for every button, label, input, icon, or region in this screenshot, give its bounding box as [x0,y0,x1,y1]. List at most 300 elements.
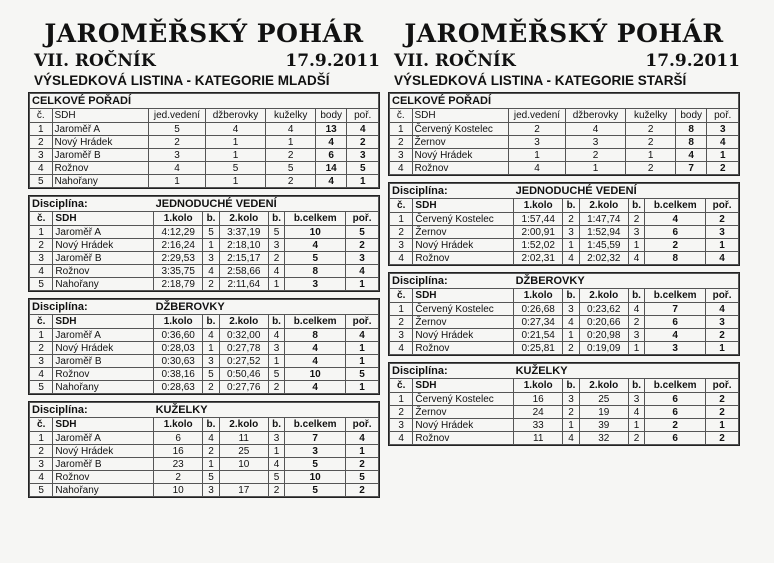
table-cell: 3 [285,278,346,291]
table-cell: 1 [30,432,53,445]
table-cell: 2 [30,136,53,149]
table-cell: 1:52,94 [579,226,628,239]
table-cell: 5 [268,368,284,381]
discipline-name: DŽBEROVKY [154,300,379,315]
table-cell: 10 [285,471,346,484]
overall-results-table [389,93,739,175]
column-header: b.celkem [645,289,706,303]
table-cell: 0:38,16 [154,368,203,381]
table-cell: 4 [203,265,219,278]
table-cell: Žernov [413,226,514,239]
table-cell: 3 [346,252,379,265]
table-cell: Červený Kostelec [412,123,509,136]
discipline-table [29,196,379,291]
table-cell: 4 [390,342,413,355]
discipline-header-row [30,403,379,418]
table-row [390,162,739,175]
column-header: 1.kolo [514,289,563,303]
table-cell: 4 [30,368,53,381]
table-row [390,136,739,149]
table-cell: 4 [346,265,379,278]
table-cell: Červený Kostelec [413,393,514,406]
table-cell: 1 [30,329,53,342]
column-header: 2.kolo [219,315,268,329]
table-cell: 24 [514,406,563,419]
table-cell: Rožnov [413,252,514,265]
discipline-block [28,195,380,292]
table-cell: 1 [628,239,644,252]
table-cell: 13 [315,123,347,136]
table-cell: 2 [645,419,706,432]
table-cell: 2 [645,239,706,252]
table-cell: 1 [203,239,219,252]
table-cell: 4 [268,265,284,278]
table-cell: 2 [203,445,219,458]
column-header: b.celkem [285,212,346,226]
overall-results-block [388,92,740,176]
table-cell: Jaroměř B [53,458,154,471]
table-cell: 3:37,19 [219,226,268,239]
table-cell: 1 [563,329,579,342]
panel-mladsi [28,18,380,498]
table-cell: 4 [30,162,53,175]
table-cell: 5 [30,484,53,497]
table-cell: 1 [390,123,413,136]
table-cell: 1 [390,393,413,406]
column-header: SDH [412,109,509,123]
table-cell: 1 [205,149,266,162]
table-cell: 4 [149,162,205,175]
table-row [30,265,379,278]
discipline-table [29,402,379,497]
column-header: b. [203,315,219,329]
table-cell: 4 [707,136,739,149]
column-header: č. [390,289,413,303]
table-cell: 1 [390,213,413,226]
table-row [30,175,379,188]
column-header-row [390,379,739,393]
table-cell: 4 [346,432,379,445]
table-cell: 8 [285,265,346,278]
table-cell: 5 [30,278,53,291]
discipline-table [389,273,739,355]
table-cell: 1 [706,239,739,252]
column-header: jed.vedení [509,109,565,123]
table-cell: 2 [390,316,413,329]
table-cell: 4 [205,123,266,136]
table-cell: 1 [268,355,284,368]
table-cell: 1 [706,419,739,432]
table-cell: 10 [154,484,203,497]
table-cell: 5 [346,471,379,484]
column-header-row [390,199,739,213]
table-cell: 4 [628,406,644,419]
table-cell: Jaroměř A [53,226,154,239]
table-row [390,226,739,239]
table-cell: 4 [390,432,413,445]
discipline-name: KUŽELKY [154,403,379,418]
table-cell: 8 [285,329,346,342]
table-cell: 3 [706,226,739,239]
table-cell: 0:28,03 [154,342,203,355]
discipline-block [388,362,740,446]
column-header: č. [30,212,53,226]
table-cell: 2 [628,213,644,226]
table-cell: 2:02,32 [579,252,628,265]
table-cell: 1 [266,136,316,149]
column-header: poř. [707,109,739,123]
table-cell: 7 [675,162,707,175]
table-cell: Nový Hrádek [52,136,149,149]
table-cell: 3 [563,393,579,406]
table-cell: 3 [30,252,53,265]
page-title: JAROMĚŘSKÝ POHÁR [404,19,724,48]
table-cell: Nahořany [53,278,154,291]
table-cell: Jaroměř B [52,149,149,162]
table-cell: 4 [203,329,219,342]
table-cell: 0:25,81 [514,342,563,355]
column-header: body [675,109,707,123]
table-cell: Nový Hrádek [53,239,154,252]
discipline-name: KUŽELKY [514,364,739,379]
table-cell: 4 [268,329,284,342]
table-cell: 3 [563,226,579,239]
table-cell: 2 [706,393,739,406]
table-row [30,278,379,291]
column-header: č. [390,379,413,393]
discipline-table [389,363,739,445]
table-cell: 5 [346,226,379,239]
table-cell: Jaroměř A [53,432,154,445]
table-cell: 5 [203,471,219,484]
discipline-block [388,182,740,266]
table-cell: 10 [219,458,268,471]
table-cell: 2 [266,175,316,188]
table-row [390,123,739,136]
table-cell: 3 [628,329,644,342]
table-cell: 1 [347,175,379,188]
table-cell: 3 [707,123,739,136]
table-cell: 4 [675,149,707,162]
column-header: 2.kolo [579,289,628,303]
table-row [390,432,739,445]
table-row [390,239,739,252]
table-cell: 2 [154,471,203,484]
column-header: SDH [413,379,514,393]
table-row [30,149,379,162]
table-cell: Nový Hrádek [53,342,154,355]
column-header: body [315,109,347,123]
table-cell: Rožnov [413,342,514,355]
table-cell: 4 [285,342,346,355]
table-cell: 0:20,66 [579,316,628,329]
table-cell: 5 [268,226,284,239]
table-cell [219,471,268,484]
table-cell: 1 [205,175,266,188]
table-cell: Jaroměř B [53,252,154,265]
table-cell: 6 [645,393,706,406]
table-cell: 39 [579,419,628,432]
table-cell: 2 [203,381,219,394]
column-header: 1.kolo [154,315,203,329]
column-header: poř. [706,199,739,213]
table-cell: 4 [266,123,316,136]
column-header: 1.kolo [154,418,203,432]
table-row [30,123,379,136]
table-cell: 4 [30,471,53,484]
column-header: poř. [347,109,379,123]
discipline-label: Disciplína: [30,197,154,212]
column-header: 1.kolo [514,199,563,213]
column-header: b. [268,212,284,226]
table-cell: Nahořany [53,484,154,497]
table-cell: 1 [30,226,53,239]
table-cell: 1 [706,342,739,355]
table-cell: 4 [30,265,53,278]
table-cell: Červený Kostelec [413,303,514,316]
table-row [30,355,379,368]
table-cell: 32 [579,432,628,445]
table-cell: 3 [390,329,413,342]
table-cell: 5 [285,252,346,265]
table-cell: 3 [30,458,53,471]
table-cell: 2:11,64 [219,278,268,291]
table-cell: 0:27,52 [219,355,268,368]
table-row [390,393,739,406]
discipline-name: DŽBEROVKY [514,274,739,289]
table-cell: 6 [315,149,347,162]
table-cell: 11 [219,432,268,445]
edition-label: VII. ROČNÍK [394,51,516,71]
table-cell: 0:27,76 [219,381,268,394]
table-cell: 2 [563,213,579,226]
table-row [390,342,739,355]
table-cell: Nový Hrádek [53,445,154,458]
table-cell: Rožnov [53,471,154,484]
table-cell: 2:18,79 [154,278,203,291]
table-cell: 4 [563,432,579,445]
table-cell: Nahořany [53,381,154,394]
table-cell: 2 [149,136,205,149]
discipline-block [28,401,380,498]
table-row [30,252,379,265]
section-header-row [30,94,379,109]
discipline-label: Disciplína: [390,364,514,379]
table-row [390,149,739,162]
column-header: 1.kolo [514,379,563,393]
table-cell: Nahořany [52,175,149,188]
column-header: 2.kolo [219,212,268,226]
table-cell: 1 [390,303,413,316]
table-cell: 7 [285,432,346,445]
table-cell: 4 [203,432,219,445]
column-header: poř. [346,418,379,432]
discipline-label: Disciplína: [390,274,514,289]
table-cell: Rožnov [53,368,154,381]
table-cell: 2:58,66 [219,265,268,278]
table-cell: 1:52,02 [514,239,563,252]
column-header: b.celkem [645,199,706,213]
table-row [30,136,379,149]
table-cell: Žernov [412,136,509,149]
column-header: b.celkem [285,418,346,432]
table-cell: 5 [203,226,219,239]
table-cell: 1 [346,342,379,355]
table-cell: 2 [563,342,579,355]
table-cell: 3 [30,355,53,368]
table-row [390,213,739,226]
table-cell: 23 [154,458,203,471]
table-cell: Rožnov [52,162,149,175]
table-row [30,484,379,497]
table-cell: 2 [268,252,284,265]
table-cell: 6 [645,316,706,329]
table-cell: 1:47,74 [579,213,628,226]
table-cell: 16 [154,445,203,458]
column-header: poř. [346,315,379,329]
table-cell: 7 [645,303,706,316]
table-cell: Jaroměř B [53,355,154,368]
column-header: džberovky [205,109,266,123]
table-cell: 2 [628,316,644,329]
table-cell: 1 [268,445,284,458]
table-cell: 3 [706,316,739,329]
table-cell: 2 [30,342,53,355]
table-cell: 4 [390,252,413,265]
column-header: džberovky [565,109,626,123]
table-cell: 2 [706,213,739,226]
table-cell: 0:27,78 [219,342,268,355]
column-header: SDH [53,418,154,432]
table-cell: 4 [390,162,413,175]
table-cell: 2 [268,484,284,497]
table-cell: 1 [628,342,644,355]
table-row [30,239,379,252]
table-cell: 3 [628,393,644,406]
table-cell: 4 [706,303,739,316]
table-cell: 1:45,59 [579,239,628,252]
table-cell: 3 [203,252,219,265]
table-cell: 2 [626,123,676,136]
table-cell: 14 [315,162,347,175]
table-cell: 3 [268,432,284,445]
table-cell: 4 [645,213,706,226]
table-cell: 1 [346,381,379,394]
discipline-label: Disciplína: [390,184,514,199]
table-cell: 10 [285,368,346,381]
table-cell: 3 [645,342,706,355]
discipline-table [389,183,739,265]
table-cell: 1 [346,445,379,458]
table-cell: 3 [203,484,219,497]
column-header: b. [628,379,644,393]
column-header: b. [203,212,219,226]
table-cell: 2 [30,239,53,252]
table-cell: 2 [268,381,284,394]
table-cell: 4 [285,355,346,368]
category-subtitle: VÝSLEDKOVÁ LISTINA - KATEGORIE STARŠÍ [394,73,687,88]
table-row [30,445,379,458]
table-cell: 2:02,31 [514,252,563,265]
table-cell: 2 [30,445,53,458]
column-header-row [30,418,379,432]
table-cell: 5 [30,175,53,188]
table-cell: 2 [346,239,379,252]
table-cell: 0:20,98 [579,329,628,342]
table-cell: 5 [268,471,284,484]
table-cell: 3 [563,303,579,316]
table-cell: 2 [565,149,626,162]
discipline-label: Disciplína: [30,403,154,418]
table-cell: 4 [315,136,347,149]
table-cell: 2 [706,329,739,342]
table-cell: Červený Kostelec [413,213,514,226]
table-row [30,226,379,239]
overall-results-table [29,93,379,188]
table-cell: 2:16,24 [154,239,203,252]
table-cell: Nový Hrádek [412,149,509,162]
table-cell: Nový Hrádek [413,239,514,252]
table-cell: 1 [268,278,284,291]
table-cell: 2 [390,136,413,149]
column-header-row [30,315,379,329]
column-header-row [390,109,739,123]
column-header: 2.kolo [579,199,628,213]
table-cell: 1 [149,175,205,188]
table-cell: 0:21,54 [514,329,563,342]
table-cell: 1:57,44 [514,213,563,226]
table-cell: 8 [675,123,707,136]
table-cell: 17 [219,484,268,497]
table-cell: 3 [268,342,284,355]
table-cell: 0:23,62 [579,303,628,316]
table-cell: Rožnov [412,162,509,175]
table-cell: 2 [707,162,739,175]
table-cell: 6 [645,406,706,419]
table-cell: 4 [346,329,379,342]
overall-results-block [28,92,380,189]
table-cell: 2:00,91 [514,226,563,239]
column-header: b. [563,379,579,393]
year-row [28,50,380,72]
column-header: č. [390,109,413,123]
table-cell: 19 [579,406,628,419]
table-cell: 4 [285,381,346,394]
table-cell: 1 [346,278,379,291]
table-cell: 1 [707,149,739,162]
table-cell: 0:27,34 [514,316,563,329]
discipline-header-row [390,184,739,199]
table-cell: 6 [645,226,706,239]
discipline-label: Disciplína: [30,300,154,315]
table-cell: 2:15,17 [219,252,268,265]
table-row [390,303,739,316]
table-cell: 4 [645,329,706,342]
table-cell: 3 [565,136,626,149]
table-cell: 2:29,53 [154,252,203,265]
column-header: b. [268,418,284,432]
table-row [30,471,379,484]
table-cell: 0:30,63 [154,355,203,368]
table-row [30,432,379,445]
discipline-header-row [390,364,739,379]
table-cell: Jaroměř A [53,329,154,342]
section-label: CELKOVÉ POŘADÍ [30,94,379,109]
table-cell: 4 [315,175,347,188]
table-cell: 1 [509,149,565,162]
column-header-row [30,212,379,226]
table-cell: 5 [347,162,379,175]
